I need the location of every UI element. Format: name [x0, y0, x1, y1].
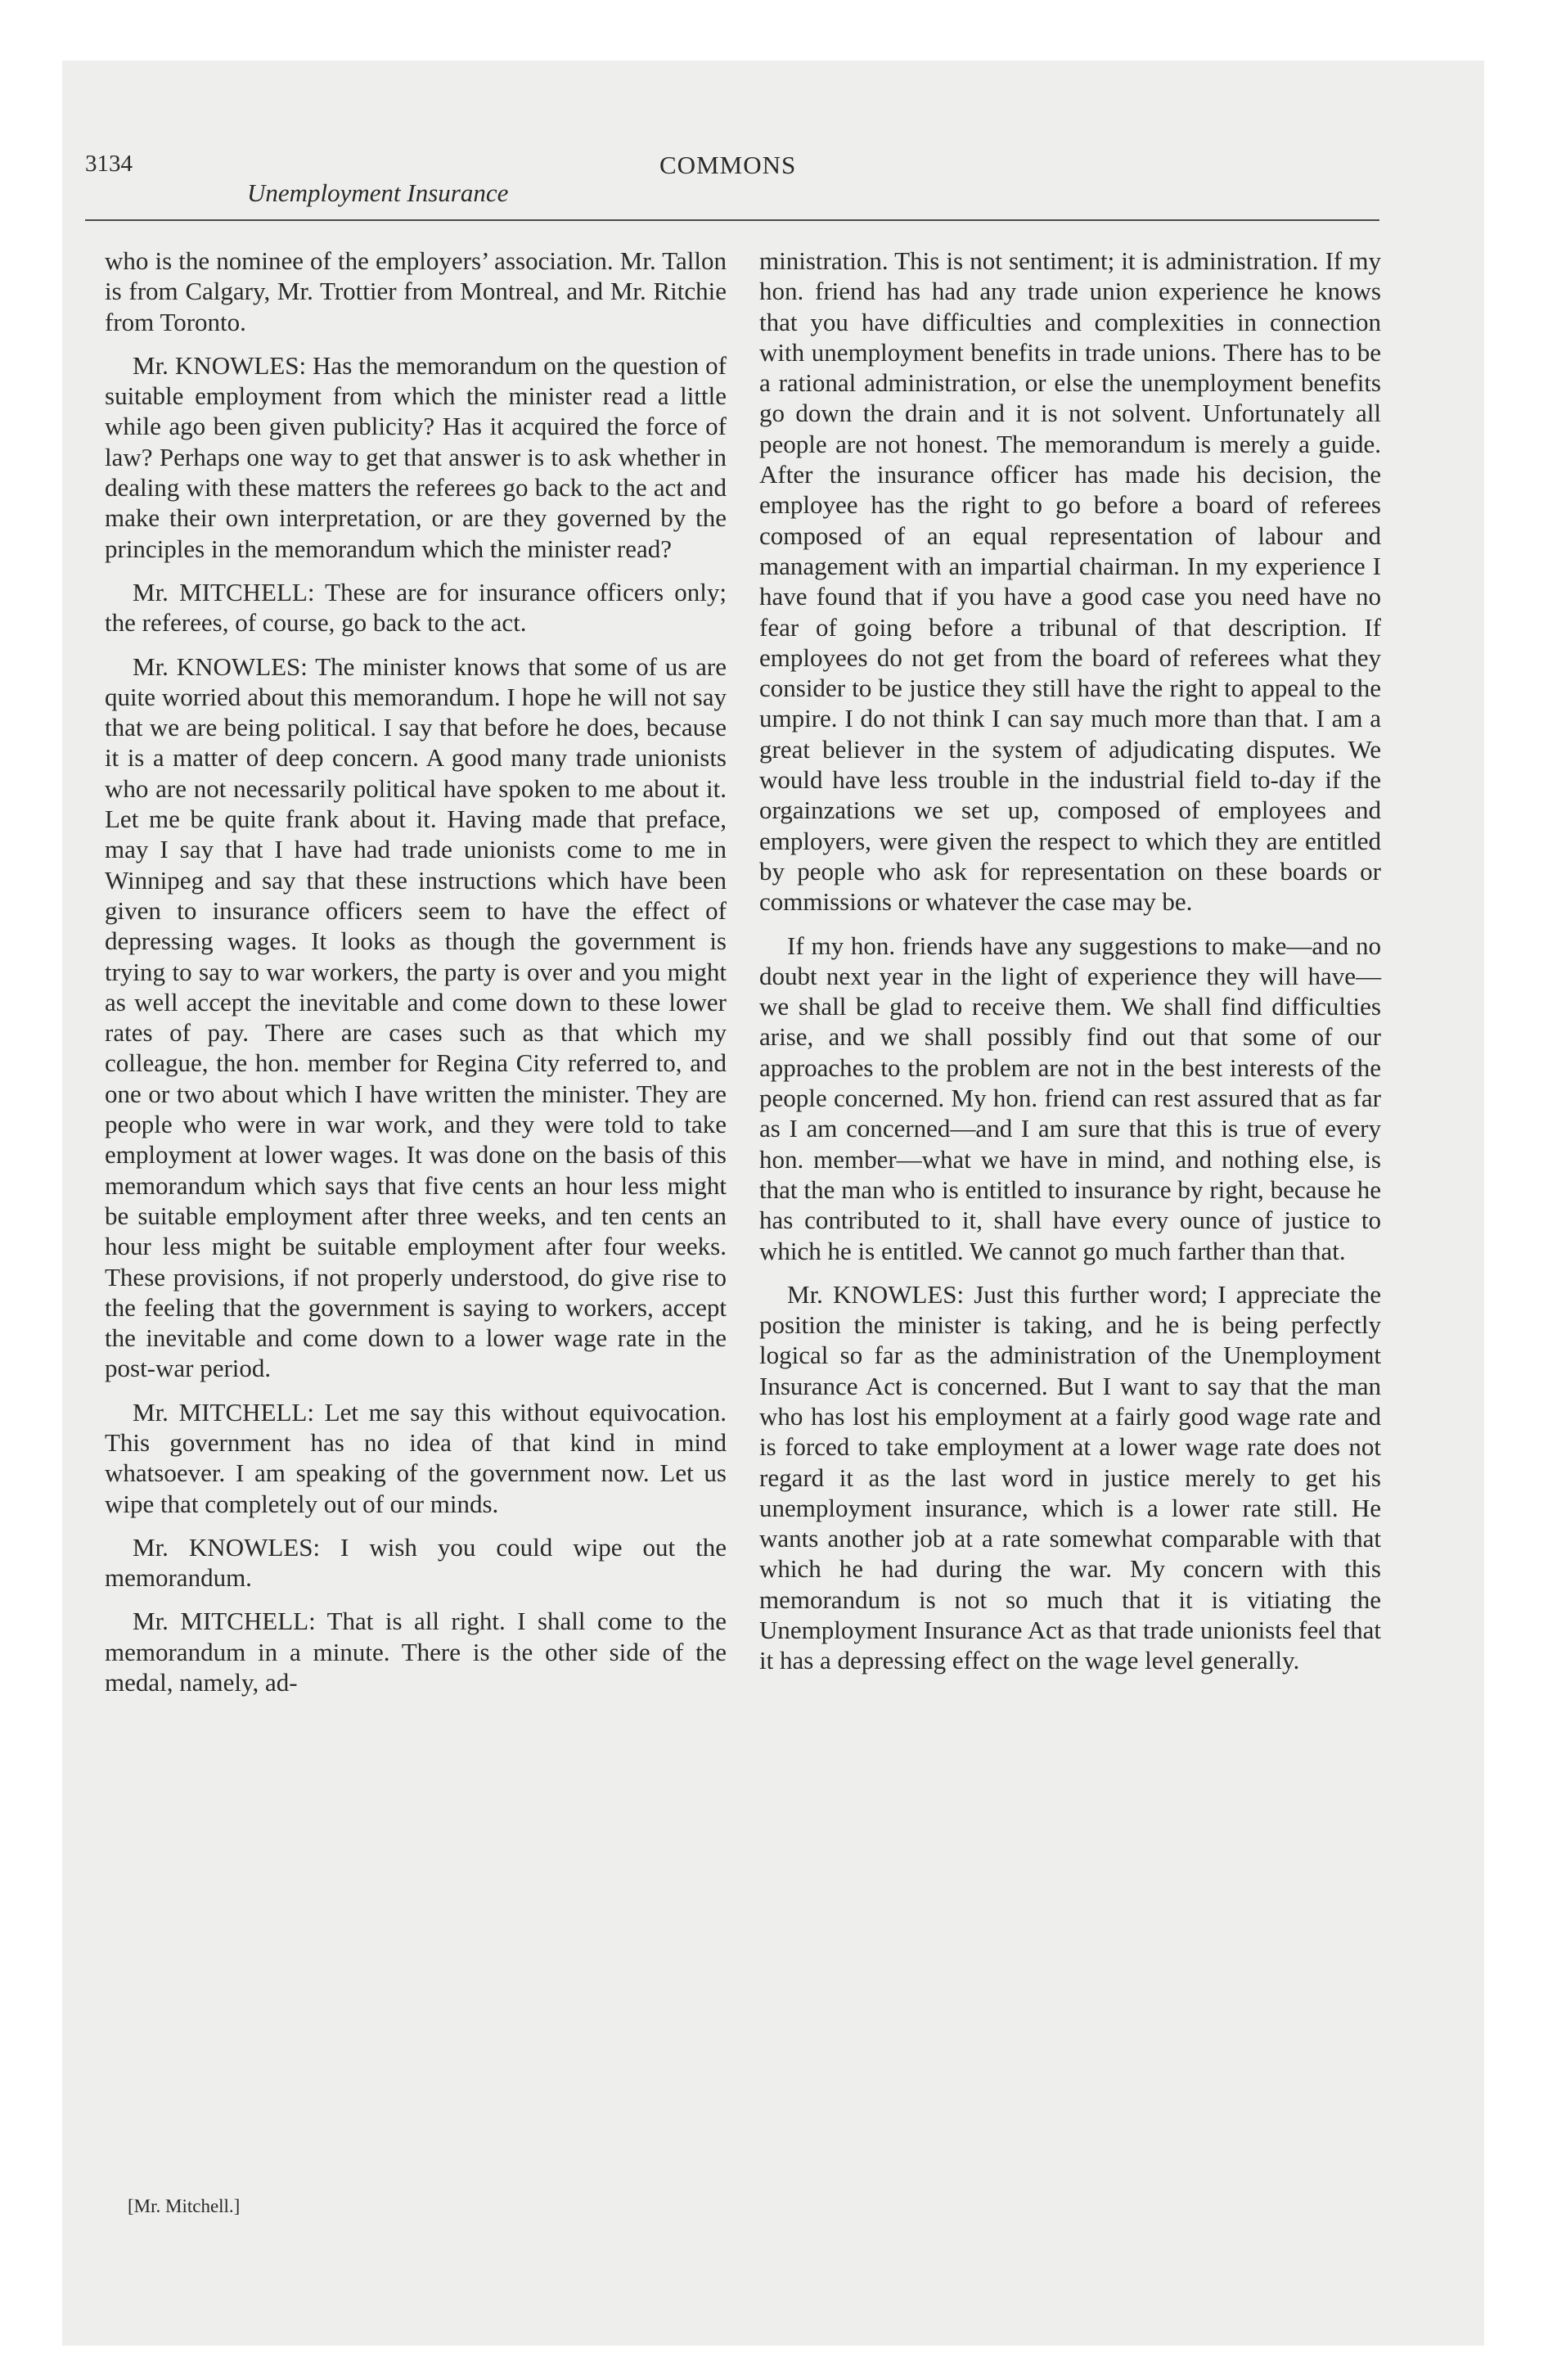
- paragraph: Mr. MITCHELL: These are for insurance officers only; the referees, of course, go back to the act.: [105, 577, 727, 638]
- page-number: 3134: [85, 151, 133, 177]
- paragraph: Mr. KNOWLES: I wish you could wipe out the memorandum.: [105, 1532, 727, 1593]
- speaker-footnote: [Mr. Mitchell.]: [128, 2196, 241, 2216]
- running-head-house: COMMONS: [659, 151, 797, 179]
- paragraph: Mr. KNOWLES: Just this further word; I appreciate the position the minister is taking, and he is being perfectly logical so far as the administration of the Unemployment Insurance Act is concerned. But I want to say that the man who has lost his employment at a fairly good wage rate and is forced to take employment at a lower wage rate does not regard it as the last word in justice merely to get his unemployment insurance, which is a lower rate still. He wants another job at a rate somewhat comparable with that which he had during the war. My concern with this memorandum is not so much that it is vitiating the Unemployment Insurance Act as that trade unionists feel that it has a depressing effect on the wage level generally.: [759, 1279, 1381, 1675]
- paragraph: ministration. This is not sentiment; it is administration. If my hon. friend has had any trade union experience he knows that you have difficulties and complexities in connection with unemployment benefits in trade unions. There has to be a rational administration, or else the unemployment benefits go down the drain and it is not solvent. Unfortunately all people are not honest. The memorandum is merely a guide. After the insurance officer has made his decision, the employee has the right to go before a board of referees composed of an equal representation of labour and management with an impartial chairman. In my experience I have found that if you have a good case you need have no fear of going before a tribunal of that description. If employees do not get from the board of referees what they consider to be justice they still have the right to appeal to the umpire. I do not think I can say much more than that. I am a great believer in the system of adjudicating disputes. We would have less trouble in the industrial field to-day if the orgainzations we set up, composed of employees and employers, were given the respect to which they are entitled by people who ask for representation on these boards or commissions or whatever the case may be.: [759, 246, 1381, 917]
- right-column: [759, 246, 1381, 1689]
- paragraph: If my hon. friends have any suggestions to make—and no doubt next year in the light of experience they will have—we shall be glad to receive them. We shall find difficulties arise, and we shall possibly find out that some of our approaches to the problem are not in the best interests of the people concerned. My hon. friend can rest assured that as far as I am concerned—and I am sure that this is true of every hon. member—what we have in mind, and nothing else, is that the man who is entitled to insurance by right, because he has contributed to it, shall have every ounce of justice to which he is entitled. We cannot go much farther than that.: [759, 931, 1381, 1265]
- header-rule: [85, 219, 1379, 221]
- paragraph: Mr. KNOWLES: Has the memorandum on the question of suitable employment from which the minister read a little while ago been given publicity? Has it acquired the force of law? Perhaps one way to get that answer is to ask whether in dealing with these matters the referees go back to the act and make their own interpretation, or are they governed by the principles in the memorandum which the minister read?: [105, 350, 727, 563]
- paragraph: who is the nominee of the employers’ association. Mr. Tallon is from Calgary, Mr. Trottier from Montreal, and Mr. Ritchie from Toronto.: [105, 246, 727, 336]
- paragraph: Mr. MITCHELL: Let me say this without equivocation. This government has no idea of that kind in mind whatsoever. I am speaking of the government now. Let us wipe that completely out of our minds.: [105, 1397, 727, 1518]
- running-head-subject: Unemployment Insurance: [247, 178, 509, 207]
- paragraph: Mr. KNOWLES: The minister knows that some of us are quite worried about this memorandum. I hope he will not say that we are being political. I say that before he does, because it is a matter of deep concern. A good many trade unionists who are not necessarily political have spoken to me about it. Let me be quite frank about it. Having made that preface, may I say that I have had trade unionists come to me in Winnipeg and say that these instructions which have been given to insurance officers seem to have the effect of depressing wages. It looks as though the government is trying to say to war workers, the party is over and you might as well accept the inevitable and come down to these lower rates of pay. There are cases such as that which my colleague, the hon. member for Regina City referred to, and one or two about which I have written the minister. They are people who were in war work, and they were told to take employment at lower wages. It was done on the basis of this memorandum which says that five cents an hour less might be suitable employment after three weeks, and ten cents an hour less might be suitable employment after four weeks. These provisions, if not properly understood, do give rise to the feeling that the government is saying to workers, accept the inevitable and come down to a lower wage rate in the post-war period.: [105, 651, 727, 1383]
- left-column: [105, 246, 727, 1711]
- paragraph: Mr. MITCHELL: That is all right. I shall come to the memorandum in a minute. There is the other side of the medal, namely, ad-: [105, 1607, 727, 1697]
